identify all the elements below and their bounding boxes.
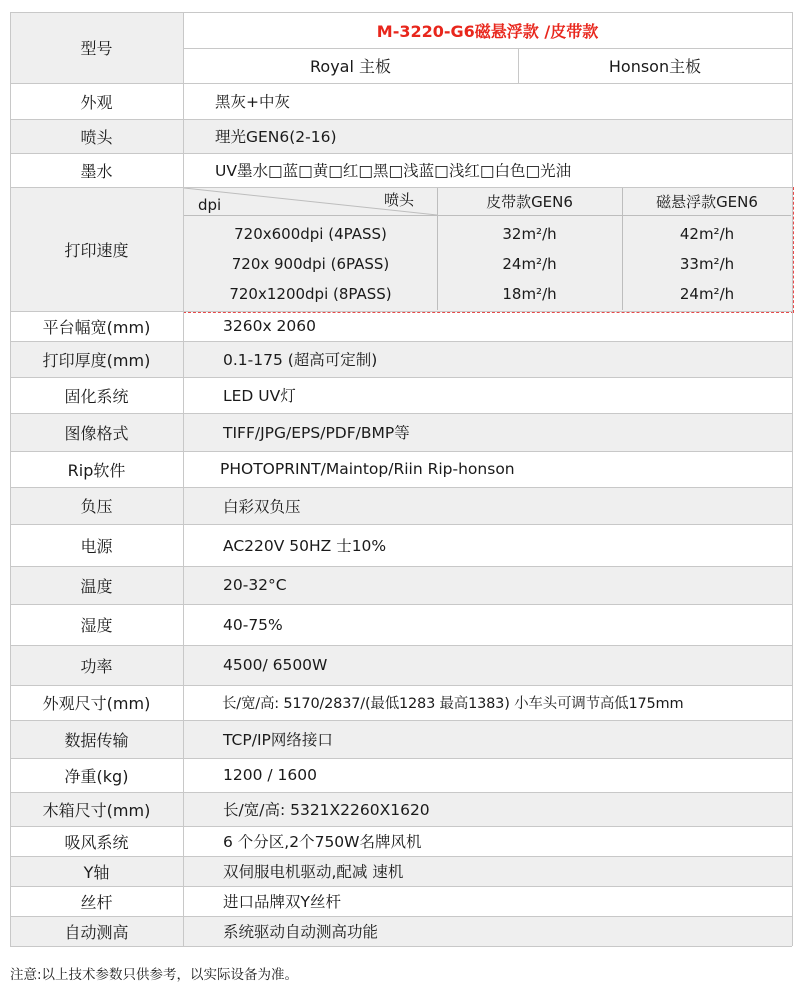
row-label: 温度	[80, 576, 113, 596]
speed-col-maglev: 磁悬浮款GEN6	[656, 193, 758, 211]
grid-line	[10, 685, 792, 686]
grid-line	[10, 153, 792, 154]
speed-corner-dpi: dpi	[198, 196, 222, 214]
footer-note: 注意:以上技术参数只供参考，以实际设备为准。	[10, 967, 299, 983]
row-value: 理光GEN6(2-16)	[215, 128, 337, 146]
grid-line	[10, 12, 11, 946]
row-label: 木箱尺寸(mm)	[42, 800, 151, 820]
grid-line	[10, 826, 792, 827]
row-label: 固化系统	[64, 386, 129, 406]
row-value: 进口品牌双Y丝杆	[223, 893, 341, 911]
row-value: TIFF/JPG/EPS/PDF/BMP等	[223, 424, 410, 442]
grid-line	[10, 758, 792, 759]
grid-line	[10, 413, 792, 414]
row-value: 长/宽/高: 5321X2260X1620	[223, 801, 430, 819]
speed-mode: 720x1200dpi (8PASS)	[229, 285, 392, 303]
row-value: 双伺服电机驱动,配减 速机	[223, 863, 404, 881]
grid-line	[10, 341, 792, 342]
speed-maglev-value: 42m²/h	[679, 225, 735, 243]
grid-line	[10, 119, 792, 120]
speed-maglev-value: 33m²/h	[679, 255, 735, 273]
speed-belt-value: 24m²/h	[502, 255, 557, 273]
row-label: 功率	[80, 656, 113, 676]
grid-line	[10, 566, 792, 567]
row-value: UV墨水□蓝□黄□红□黑□浅蓝□浅红□白色□光油	[215, 162, 572, 180]
row-value: 白彩双负压	[223, 497, 301, 516]
grid-line	[10, 12, 792, 13]
row-label: 图像格式	[64, 423, 129, 443]
speed-label: 打印速度	[64, 240, 129, 260]
grid-line	[10, 604, 792, 605]
row-value: 黑灰+中灰	[215, 93, 290, 111]
speed-corner-head: 喷头	[384, 190, 415, 209]
row-value: 1200 / 1600	[223, 766, 317, 784]
row-label: 净重(kg)	[64, 766, 129, 786]
row-label: 外观	[80, 92, 113, 112]
grid-line	[10, 645, 792, 646]
row-label: 墨水	[80, 161, 113, 181]
grid-line	[10, 451, 792, 452]
grid-line	[10, 377, 792, 378]
row-label: 数据传输	[64, 730, 129, 750]
row-value: 20-32°C	[223, 576, 287, 594]
grid-line	[792, 12, 793, 946]
grid-line	[10, 720, 792, 721]
row-value: 系统驱动自动测高功能	[223, 923, 379, 941]
grid-line	[10, 886, 792, 887]
row-value: AC220V 50HZ 士10%	[223, 537, 387, 555]
row-label: 丝杆	[80, 892, 113, 912]
grid-line	[518, 48, 519, 83]
grid-line	[183, 12, 184, 946]
speed-col-belt: 皮带款GEN6	[486, 193, 573, 211]
row-value: 0.1-175 (超高可定制)	[223, 351, 378, 369]
row-label: 自动测高	[64, 922, 129, 942]
grid-line	[10, 311, 792, 312]
model-name-cell	[183, 12, 792, 48]
speed-header-divider	[184, 215, 791, 216]
row-value: 6 个分区,2个750W名牌风机	[223, 833, 422, 851]
row-label: 吸风系统	[64, 832, 129, 852]
model-name: M-3220-G6磁悬浮款 /皮带款	[376, 21, 599, 41]
board-honson-label: Honson主板	[608, 57, 702, 76]
grid-line	[10, 946, 792, 947]
board-honson-cell	[518, 48, 792, 83]
row-label: 外观尺寸(mm)	[42, 694, 151, 713]
grid-line	[10, 792, 792, 793]
speed-belt-value: 18m²/h	[502, 285, 557, 303]
row-label: Y轴	[83, 862, 110, 882]
row-label: 电源	[80, 536, 113, 556]
row-value: 3260x 2060	[223, 317, 316, 335]
grid-line	[10, 487, 792, 488]
grid-line	[183, 48, 792, 49]
row-value: 40-75%	[223, 615, 283, 634]
row-value: LED UV灯	[223, 387, 296, 405]
row-value: 长/宽/高: 5170/2837/(最低1283 最高1383) 小车头可调节高低175mm	[222, 696, 684, 712]
row-value: TCP/IP网络接口	[223, 731, 333, 749]
row-label: 平台幅宽(mm)	[42, 317, 151, 337]
speed-belt-value: 32m²/h	[502, 225, 557, 243]
board-royal-cell	[183, 48, 518, 83]
speed-maglev-value: 24m²/h	[679, 285, 735, 303]
row-value: 4500/ 6500W	[223, 656, 328, 674]
row-label: 打印厚度(mm)	[42, 350, 151, 370]
row-label: 负压	[80, 497, 113, 516]
speed-mode: 720x 900dpi (6PASS)	[231, 255, 390, 273]
grid-line	[10, 83, 792, 84]
grid-line	[10, 856, 792, 857]
grid-line	[10, 916, 792, 917]
row-label: 喷头	[80, 127, 113, 147]
row-label: 湿度	[80, 616, 113, 635]
row-label: Rip软件	[67, 460, 126, 480]
speed-mode: 720x600dpi (4PASS)	[234, 225, 387, 243]
grid-line	[10, 187, 792, 188]
board-royal-label: Royal 主板	[310, 57, 391, 76]
row-value: PHOTOPRINT/Maintop/Riin Rip-honson	[220, 460, 515, 478]
grid-line	[10, 524, 792, 525]
model-label: 型号	[80, 39, 113, 58]
